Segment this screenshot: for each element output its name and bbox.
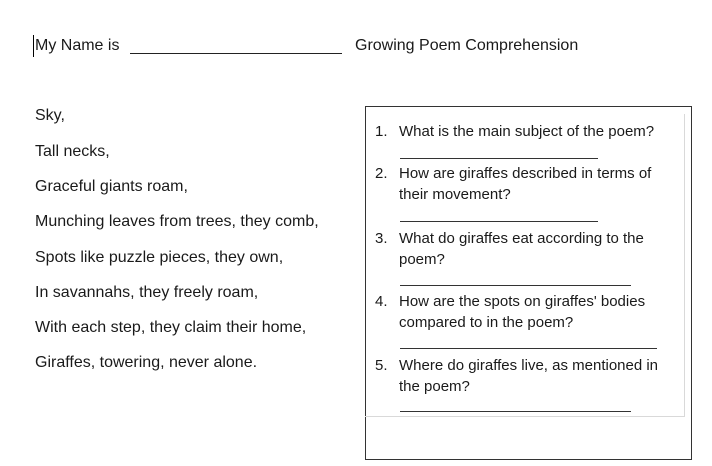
answer-line-5[interactable]: [400, 411, 631, 412]
poem-line: With each step, they claim their home,: [35, 319, 307, 336]
poem-line: In savannahs, they freely roam,: [35, 284, 259, 301]
name-label: My Name is: [35, 37, 120, 54]
question-text: What is the main subject of the poem?: [399, 123, 655, 140]
page-title: Growing Poem Comprehension: [355, 37, 579, 54]
poem-line: Graceful giants roam,: [35, 178, 188, 195]
name-answer-line[interactable]: [130, 53, 342, 54]
question-number: 1.: [375, 123, 388, 140]
question-number: 2.: [375, 165, 388, 182]
poem-line: Giraffes, towering, never alone.: [35, 354, 258, 371]
question-text: How are giraffes described in terms of their movement?: [399, 165, 652, 203]
answer-line-1[interactable]: [400, 158, 598, 159]
answer-line-3[interactable]: [400, 285, 631, 286]
question-number: 4.: [375, 293, 388, 310]
text-cursor: [33, 35, 34, 57]
answer-line-4[interactable]: [400, 348, 657, 349]
answer-line-2[interactable]: [400, 221, 598, 222]
poem-line: Munching leaves from trees, they comb,: [35, 213, 319, 230]
question-number: 3.: [375, 230, 388, 247]
question-number: 5.: [375, 357, 388, 374]
poem-line: Tall necks,: [35, 143, 110, 160]
question-text: What do giraffes eat according to the poem?: [399, 230, 644, 268]
question-text: Where do giraffes live, as mentioned in the poem?: [399, 357, 659, 395]
poem-line: Sky,: [35, 107, 65, 124]
poem-line: Spots like puzzle pieces, they own,: [35, 249, 284, 266]
question-text: How are the spots on giraffes' bodies compared to in the poem?: [399, 293, 646, 331]
